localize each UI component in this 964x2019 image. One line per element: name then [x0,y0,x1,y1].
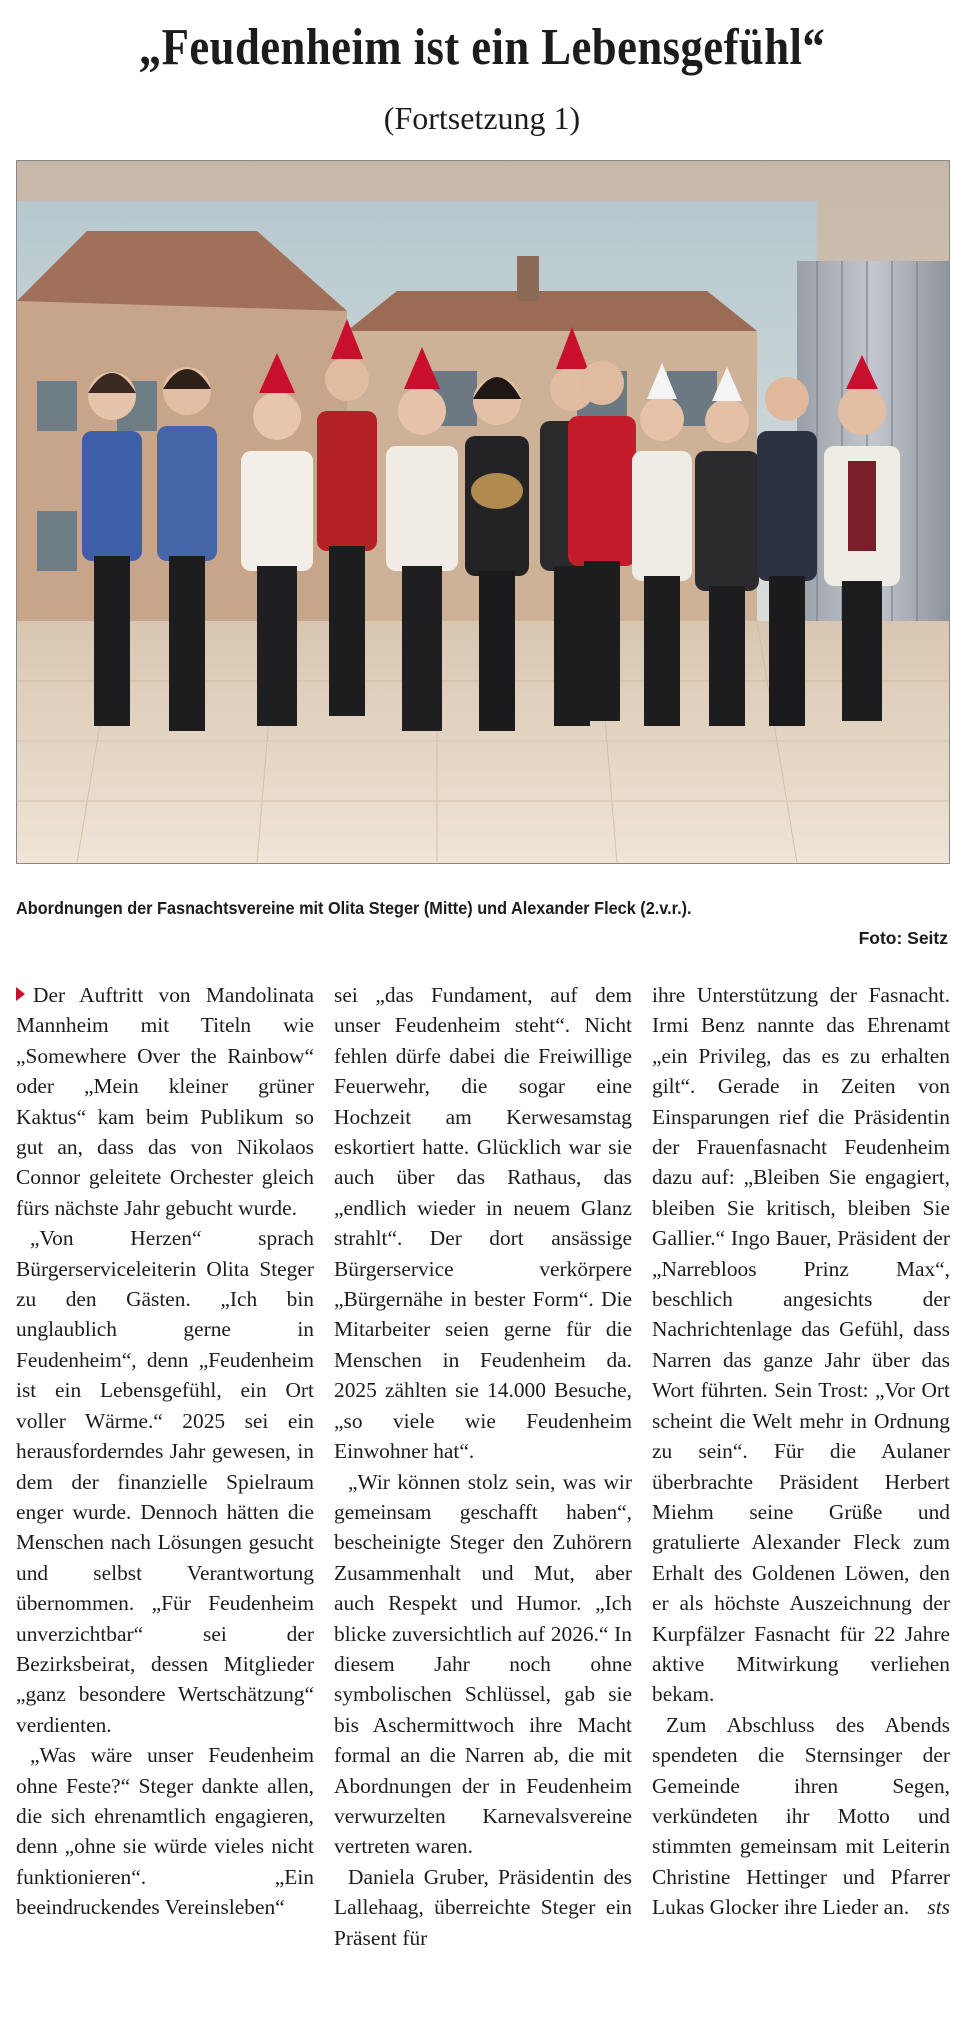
photo-credit: Foto: Seitz [858,928,948,948]
text-column-3 [652,980,950,1923]
headline: „Feudenheim ist ein Lebensgefühl“ [138,19,826,76]
paragraph-8: Zum Abschluss des Abends spendeten die Sternsinger der Gemeinde ihren Segen, verkündeten ihr Motto und stimmten gemeinsam mit Leiterin Christine Hettinger und Pfarrer Lukas Glocker ihre Lieder an. [652,1712,950,1920]
red-triangle-marker-icon [16,987,25,1001]
paragraph-2: „Von Herzen“ sprach Bürgerserviceleiterin Olita Steger zu den Gästen. „Ich bin unglaublich gerne in Feudenheim“, denn „Feudenheim ist ein Lebensgefühl, ein Ort voller Wärme.“ 2025 sei ein herausforderndes Jahr gewesen, in dem der finanzielle Spielraum enger wurde. Dennoch hätten die Menschen nach Lösungen gesucht und selbst Verantwortung übernommen. „Für Feudenheim unverzichtbar“ sei der Bezirksbeirat, dessen Mitglieder „ganz besondere Wertschätzung“ verdienten. [16,1226,314,1737]
paragraph-3: „Was wäre unser Feudenheim ohne Feste?“ Steger dankte allen, die sich ehrenamtlich engagieren, denn „ohne sie würde vieles nicht funktionieren“. „Ein beeindruckendes Vereinsleben“ [16,1743,314,1920]
paragraph-5: „Wir können stolz sein, was wir gemeinsam geschafft haben“, bescheinigte Steger den Zuhörern Zusammenhalt und Mut, aber auch Respekt und Humor. „Ich blicke zuversichtlich auf 2026.“ In diesem Jahr noch ohne symbolischen Schlüssel, gab sie bis Aschermittwoch ihre Macht formal an die Narren ab, die mit Abordnungen der in Feudenheim verwurzelten Karnevalsvereine vertreten waren. [334,1469,632,1859]
paragraph-4: sei „das Fundament, auf dem unser Feudenheim steht“. Nicht fehlen dürfe dabei die Freiwillige Feuerwehr, die sogar eine Hochzeit am Kerwesamstag eskortiert hatte. Glücklich war sie auch über das Rathaus, das „endlich wieder in neuem Glanz strahlt“. Der dort ansässige Bürgerservice verkörpere „Bürgernähe in bester Form“. Die Mitarbeiter seien gerne für die Menschen in Feudenheim da. 2025 zählten sie 14.000 Besuche, „so viele wie Feudenheim Einwohner hat“. [334,983,632,1464]
subheadline: (Fortsetzung 1) [383,100,581,136]
text-column-1 [16,980,314,1923]
paragraph-1 [16,980,314,1223]
author-signature: sts [927,1895,950,1920]
photo-caption: Abordnungen der Fasnachtsvereine mit Olita Steger (Mitte) und Alexander Fleck (2.v.r.). [16,898,692,918]
group-photo [16,160,950,864]
group-photo-illustration [17,161,949,863]
paragraph-6: Daniela Gruber, Präsidentin des Lallehaag, überreichte Steger ein Präsent für [334,1864,632,1950]
text-column-2 [334,980,632,1953]
paragraph-7: ihre Unterstützung der Fasnacht. Irmi Benz nannte das Ehrenamt „ein Privileg, das es zu erhalten gilt“. Gerade in Zeiten von Einsparungen rief die Präsidentin der Frauenfasnacht Feudenheim dazu auf: „Bleiben Sie engagiert, bleiben Sie kritisch, bleiben Sie Gallier.“ Ingo Bauer, Präsident der „Narrebloos Prinz Max“, beschlich angesichts der Nachrichtenlage das Gefühl, dass Narren das ganze Jahr über das Wort führten. Sein Trost: „Vor Ort scheint die Welt mehr in Ordnung zu sein“. Für die Aulaner überbrachte Präsident Herbert Miehm seine Grüße und gratulierte Alexander Fleck zum Erhalt des Goldenen Löwen, den er als höchste Auszeichnung der Kurpfälzer Fasnacht für 22 Jahre aktive Mitwirkung verliehen bekam. [652,983,950,1707]
paragraph-1-text: Der Auftritt von Mandolinata Mannheim mit Titeln wie „Somewhere Over the Rainbow“ oder „Mein kleiner grüner Kaktus“ kam beim Publikum so gut an, dass das von Nikolaos Connor geleitete Orchester gleich fürs nächste Jahr gebucht wurde. [16,983,314,1220]
